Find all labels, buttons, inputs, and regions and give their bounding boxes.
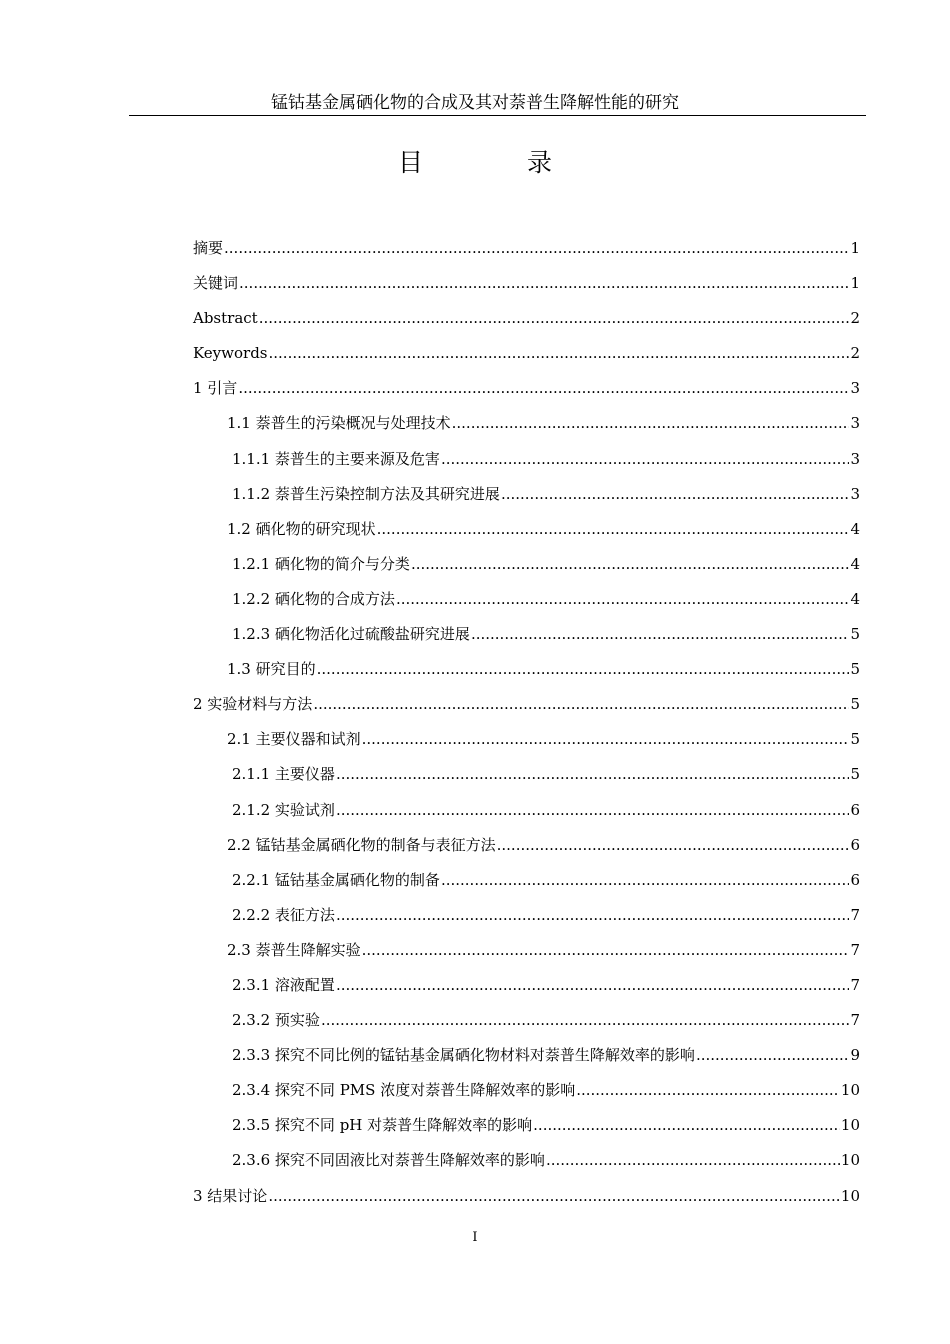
toc-entry-page: 3 <box>850 484 860 503</box>
toc-title: 目 录 <box>398 148 600 177</box>
toc-entry-page: 2 <box>850 309 860 328</box>
toc-entry[interactable] <box>193 763 860 798</box>
toc-entry-title: 1.2.1 硒化物的简介与分类 <box>232 554 410 573</box>
toc-entry-page: 10 <box>840 1116 860 1135</box>
toc-entry-page: 10 <box>840 1186 860 1205</box>
toc-dot-leader <box>268 1185 840 1207</box>
toc-entry[interactable] <box>193 448 860 483</box>
toc-dot-leader <box>336 974 850 996</box>
toc-dot-leader <box>501 483 850 505</box>
toc-entry-title: 1.2.2 硒化物的合成方法 <box>232 589 395 608</box>
toc-entry-title: 2.1.1 主要仪器 <box>232 765 335 784</box>
toc-entry-page: 3 <box>850 414 860 433</box>
toc-entry[interactable] <box>193 728 860 763</box>
toc-entry[interactable] <box>193 1009 860 1044</box>
toc-dot-leader <box>238 377 849 399</box>
toc-entry-title: 2.3.6 探究不同固液比对萘普生降解效率的影响 <box>232 1151 545 1170</box>
toc-entry-title: Abstract <box>193 309 258 328</box>
toc-entry-title: 2.3.1 溶液配置 <box>232 975 335 994</box>
toc-dot-leader <box>576 1079 840 1101</box>
toc-entry[interactable] <box>193 588 860 623</box>
toc-entry[interactable] <box>193 693 860 728</box>
toc-dot-leader <box>377 518 850 540</box>
toc-entry[interactable] <box>193 237 860 272</box>
toc-dot-leader <box>362 939 850 961</box>
toc-dot-leader <box>497 834 850 856</box>
toc-entry[interactable] <box>193 377 860 412</box>
toc-entry-title: 关键词 <box>193 274 239 293</box>
toc-entry[interactable] <box>193 1044 860 1079</box>
toc-entry[interactable] <box>193 1079 860 1114</box>
toc-entry[interactable] <box>193 834 860 869</box>
toc-entry[interactable] <box>193 1114 860 1149</box>
toc-dot-leader <box>313 693 849 715</box>
toc-entry-page: 7 <box>850 905 860 924</box>
toc-entry-title: 2.2.1 锰钴基金属硒化物的制备 <box>232 870 440 889</box>
toc-entry[interactable] <box>193 1185 860 1220</box>
toc-entry-title: 1.2 硒化物的研究现状 <box>227 519 376 538</box>
toc-entry-title: 2.3.4 探究不同 PMS 浓度对萘普生降解效率的影响 <box>232 1081 576 1100</box>
toc-entry-title: 1.1 萘普生的污染概况与处理技术 <box>227 414 451 433</box>
toc-entry[interactable] <box>193 799 860 834</box>
toc-dot-leader <box>336 799 850 821</box>
toc-dot-leader <box>471 623 850 645</box>
toc-entry-title: 2.3 萘普生降解实验 <box>227 940 361 959</box>
toc-entry-title: 2.3.5 探究不同 pH 对萘普生降解效率的影响 <box>232 1116 533 1135</box>
toc-entry-page: 2 <box>850 344 860 363</box>
toc-entry[interactable] <box>193 869 860 904</box>
toc-entry-title: 2.1 主要仪器和试剂 <box>227 730 361 749</box>
toc-entry-page: 7 <box>850 1011 860 1030</box>
toc-dot-leader <box>533 1114 840 1136</box>
toc-dot-leader <box>411 553 850 575</box>
toc-entry-title: 2.3.2 预实验 <box>232 1011 320 1030</box>
toc-entry-title: 3 结果讨论 <box>193 1186 268 1205</box>
toc-dot-leader <box>269 342 850 364</box>
toc-entry-page: 5 <box>850 625 860 644</box>
toc-entry-page: 1 <box>850 239 860 257</box>
toc-entry[interactable] <box>193 307 860 342</box>
toc-dot-leader <box>224 237 849 259</box>
toc-dot-leader <box>336 904 850 926</box>
toc-entry-title: 2.2 锰钴基金属硒化物的制备与表征方法 <box>227 835 496 854</box>
toc-entry[interactable] <box>193 1149 860 1184</box>
toc-dot-leader <box>239 272 849 294</box>
toc-dot-leader <box>452 412 850 434</box>
toc-dot-leader <box>441 869 850 891</box>
toc-entry-page: 10 <box>840 1081 860 1100</box>
toc-entry-title: 2.2.2 表征方法 <box>232 905 335 924</box>
toc-dot-leader <box>696 1044 850 1066</box>
toc-entry-page: 7 <box>850 940 860 959</box>
toc-entry-page: 6 <box>850 800 860 819</box>
toc-entry[interactable] <box>193 342 860 377</box>
toc-entry-page: 6 <box>850 870 860 889</box>
toc-dot-leader <box>546 1149 840 1171</box>
toc-entry[interactable] <box>193 272 860 307</box>
toc-entry[interactable] <box>193 904 860 939</box>
toc-entry-title: 摘要 <box>193 239 224 257</box>
toc-entry-page: 9 <box>850 1046 860 1065</box>
toc-entry-title: Keywords <box>193 344 268 363</box>
toc-dot-leader <box>362 728 850 750</box>
table-of-contents <box>193 237 860 1220</box>
running-header: 锰钴基金属硒化物的合成及其对萘普生降解性能的研究 <box>271 93 679 113</box>
toc-entry-page: 1 <box>850 274 860 293</box>
toc-entry-page: 4 <box>850 519 860 538</box>
toc-entry-page: 5 <box>850 695 860 714</box>
header-rule <box>129 115 866 116</box>
toc-entry-page: 3 <box>850 379 860 398</box>
toc-entry-title: 1.2.3 硒化物活化过硫酸盐研究进展 <box>232 625 470 644</box>
toc-entry-page: 3 <box>850 449 860 468</box>
toc-entry-title: 2 实验材料与方法 <box>193 695 313 714</box>
toc-entry-title: 2.1.2 实验试剂 <box>232 800 335 819</box>
toc-dot-leader <box>396 588 850 610</box>
toc-entry-page: 10 <box>840 1151 860 1170</box>
page-number: I <box>472 1230 478 1245</box>
toc-entry[interactable] <box>193 483 860 518</box>
toc-entry-title: 1.3 研究目的 <box>227 660 316 679</box>
toc-entry-title: 2.3.3 探究不同比例的锰钴基金属硒化物材料对萘普生降解效率的影响 <box>232 1046 695 1065</box>
toc-entry-title: 1.1.1 萘普生的主要来源及危害 <box>232 449 440 468</box>
toc-entry-page: 5 <box>850 660 860 679</box>
toc-entry-page: 4 <box>850 554 860 573</box>
toc-entry[interactable] <box>193 658 860 693</box>
toc-entry[interactable] <box>193 939 860 974</box>
toc-entry[interactable] <box>193 412 860 447</box>
toc-entry-page: 6 <box>850 835 860 854</box>
toc-entry-page: 7 <box>850 975 860 994</box>
toc-dot-leader <box>259 307 850 329</box>
toc-entry-page: 5 <box>850 730 860 749</box>
toc-entry[interactable] <box>193 623 860 658</box>
toc-entry[interactable] <box>193 974 860 1009</box>
toc-entry[interactable] <box>193 553 860 588</box>
toc-entry[interactable] <box>193 518 860 553</box>
toc-entry-page: 5 <box>850 765 860 784</box>
toc-dot-leader <box>336 763 850 785</box>
toc-dot-leader <box>441 448 850 470</box>
toc-dot-leader <box>321 1009 850 1031</box>
toc-dot-leader <box>317 658 850 680</box>
toc-entry-title: 1.1.2 萘普生污染控制方法及其研究进展 <box>232 484 500 503</box>
toc-entry-title: 1 引言 <box>193 379 238 398</box>
toc-entry-page: 4 <box>850 589 860 608</box>
